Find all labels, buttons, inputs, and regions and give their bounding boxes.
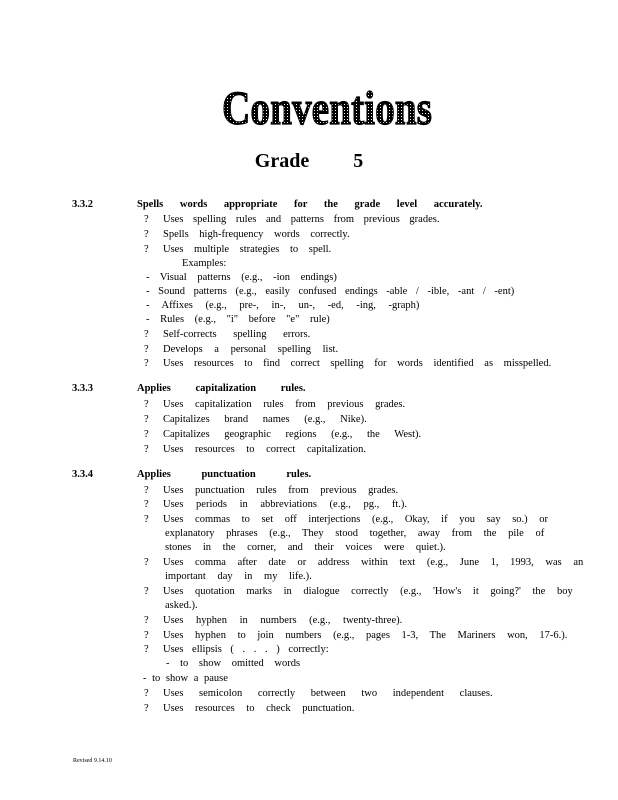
example-item: - Affixes (e.g., pre-, in-, un-, -ed, -ing, -graph) — [146, 300, 420, 311]
standard-heading: Applies capitalization rules. — [137, 383, 306, 394]
list-item: ? Spells high-frequency words correctly. — [137, 228, 350, 243]
list-item-continued: important day in my life.). — [165, 571, 312, 582]
standard-heading: Applies punctuation rules. — [137, 469, 312, 480]
list-item: ? Uses resources to correct capitalization. — [137, 443, 366, 458]
bullet-icon: ? — [144, 414, 149, 425]
list-item: ? Uses commas to set off interjections (e.g., Okay, if you say so.) or — [137, 513, 548, 528]
standard-heading: Spells words appropriate for the grade level accurately. — [137, 199, 483, 210]
conventions-logo — [218, 74, 436, 140]
list-item: ? Uses comma after date or address within text (e.g., June 1, 1993, was an — [137, 556, 583, 571]
list-item: ? Uses capitalization rules from previous grades. — [137, 398, 405, 413]
sub-item: - to show a pause — [143, 673, 228, 684]
examples-label: Examples: — [182, 258, 227, 269]
example-item: - Rules (e.g., "i" before "e" rule) — [146, 314, 330, 325]
list-item: ? Uses spelling rules and patterns from previous grades. — [137, 213, 439, 228]
bullet-icon: ? — [144, 429, 149, 440]
standard-code: 3.3.4 — [72, 469, 93, 480]
bullet-icon: ? — [144, 615, 149, 626]
bullet-icon: ? — [144, 399, 149, 410]
list-item: ? Uses punctuation rules from previous grades. — [137, 484, 398, 499]
bullet-icon: ? — [144, 358, 149, 369]
example-item: - Visual patterns (e.g., -ion endings) — [146, 272, 337, 283]
standard-code: 3.3.2 — [72, 199, 93, 210]
logo-text: Conventions — [222, 82, 432, 135]
list-item: ? Uses hyphen in numbers (e.g., twenty-three). — [137, 614, 402, 629]
bullet-icon: ? — [144, 329, 149, 340]
page-title — [0, 150, 618, 172]
grade-number: 5 — [353, 150, 364, 172]
bullet-icon: ? — [144, 586, 149, 597]
grade-label: Grade — [254, 150, 310, 172]
bullet-icon: ? — [144, 703, 149, 714]
standard-code: 3.3.3 — [72, 383, 93, 394]
bullet-icon: ? — [144, 214, 149, 225]
bullet-icon: ? — [144, 444, 149, 455]
list-item: ? Uses multiple strategies to spell. — [137, 243, 331, 258]
list-item: ? Uses quotation marks in dialogue correctly (e.g., 'How's it going?' the boy — [137, 585, 573, 600]
bullet-icon: ? — [144, 229, 149, 240]
revision-note: Revised 9.14.10 — [73, 758, 112, 764]
list-item-continued: explanatory phrases (e.g., They stood together, away from the pile of — [165, 528, 545, 539]
bullet-icon: ? — [144, 514, 149, 525]
bullet-icon: ? — [144, 485, 149, 496]
list-item: ? Uses periods in abbreviations (e.g., pg., ft.). — [137, 498, 407, 513]
list-item: ? Uses hyphen to join numbers (e.g., pages 1-3, The Mariners won, 17-6.). — [137, 629, 567, 644]
bullet-icon: ? — [144, 644, 149, 655]
list-item-continued: asked.). — [165, 600, 198, 611]
list-item: ? Capitalizes brand names (e.g., Nike). — [137, 413, 367, 428]
bullet-icon: ? — [144, 630, 149, 641]
bullet-icon: ? — [144, 499, 149, 510]
list-item-continued: stones in the corner, and their voices were quiet.). — [165, 542, 446, 553]
bullet-icon: ? — [144, 244, 149, 255]
bullet-icon: ? — [144, 344, 149, 355]
list-item: ? Self-corrects spelling errors. — [137, 328, 310, 343]
sub-item: - to show omitted words — [166, 658, 301, 669]
list-item: ? Uses resources to find correct spelling for words identified as misspelled. — [137, 357, 551, 372]
list-item: ? Uses ellipsis ( . . . ) correctly: — [137, 643, 329, 658]
bullet-icon: ? — [144, 557, 149, 568]
list-item: ? Uses semicolon correctly between two independent clauses. — [137, 687, 493, 702]
bullet-icon: ? — [144, 688, 149, 699]
list-item: ? Capitalizes geographic regions (e.g., the West). — [137, 428, 421, 443]
list-item: ? Uses resources to check punctuation. — [137, 702, 354, 717]
example-item: - Sound patterns (e.g., easily confused endings -able / -ible, -ant / -ent) — [146, 286, 515, 297]
list-item: ? Develops a personal spelling list. — [137, 343, 338, 358]
